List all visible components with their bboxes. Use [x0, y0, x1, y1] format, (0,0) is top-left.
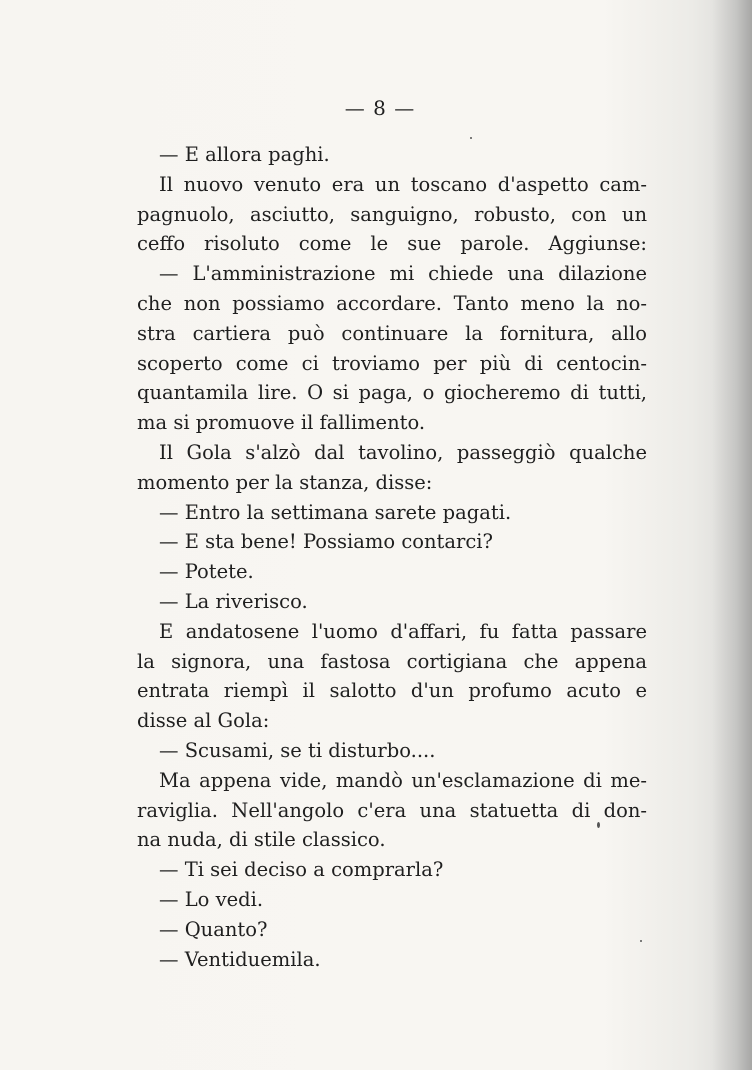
text-line: scoperto come ci troviamo per più di centocin-: [137, 351, 647, 375]
body-text: [137, 140, 647, 974]
text-line: stra cartiera può continuare la fornitura, allo: [137, 321, 647, 345]
text-line: ceffo risoluto come le sue parole. Aggiunse:: [137, 232, 647, 256]
text-line: — Entro la settimana sarete pagati.: [159, 500, 512, 524]
text-line: — Potete.: [159, 560, 254, 584]
text-line: Il nuovo venuto era un toscano d'aspetto cam-: [159, 172, 647, 196]
text-line: quantamila lire. O si paga, o giocheremo di tutti,: [137, 381, 647, 405]
page-number: — 8 —: [344, 96, 416, 120]
text-line: — E allora paghi.: [159, 143, 330, 166]
print-speck: [470, 137, 472, 139]
text-line: disse al Gola:: [137, 709, 270, 733]
text-line: — Ventiduemila.: [159, 947, 321, 971]
text-line: — Quanto?: [159, 917, 268, 941]
print-speck: [640, 940, 642, 942]
text-line: che non possiamo accordare. Tanto meno la no-: [137, 291, 647, 315]
text-line: raviglia. Nell'angolo c'era una statuetta di don-: [137, 798, 647, 822]
text-line: Il Gola s'alzò dal tavolino, passeggiò qualche: [159, 440, 647, 464]
text-line: — Ti sei deciso a comprarla?: [159, 858, 444, 882]
text-line: Ma appena vide, mandò un'esclamazione di me-: [159, 768, 647, 792]
text-line: — Lo vedi.: [159, 887, 264, 911]
text-line: na nuda, di stile classico.: [137, 828, 386, 852]
text-line: — E sta bene! Possiamo contarci?: [159, 530, 493, 554]
text-line: — Scusami, se ti disturbo....: [159, 738, 436, 762]
text-line: — La riverisco.: [159, 589, 308, 613]
text-line: pagnuolo, asciutto, sanguigno, robusto, con un: [137, 202, 647, 226]
text-line: — L'amministrazione mi chiede una dilazione: [159, 262, 647, 286]
text-line: entrata riempì il salotto d'un profumo acuto e: [137, 679, 647, 703]
print-speck: [597, 822, 600, 828]
text-line: E andatosene l'uomo d'affari, fu fatta passare: [159, 619, 647, 643]
text-line: ma si promuove il fallimento.: [137, 411, 426, 435]
text-line: momento per la stanza, disse:: [137, 470, 433, 494]
text-line: la signora, una fastosa cortigiana che appena: [137, 649, 647, 673]
page-edge-shadow: [712, 0, 752, 1070]
